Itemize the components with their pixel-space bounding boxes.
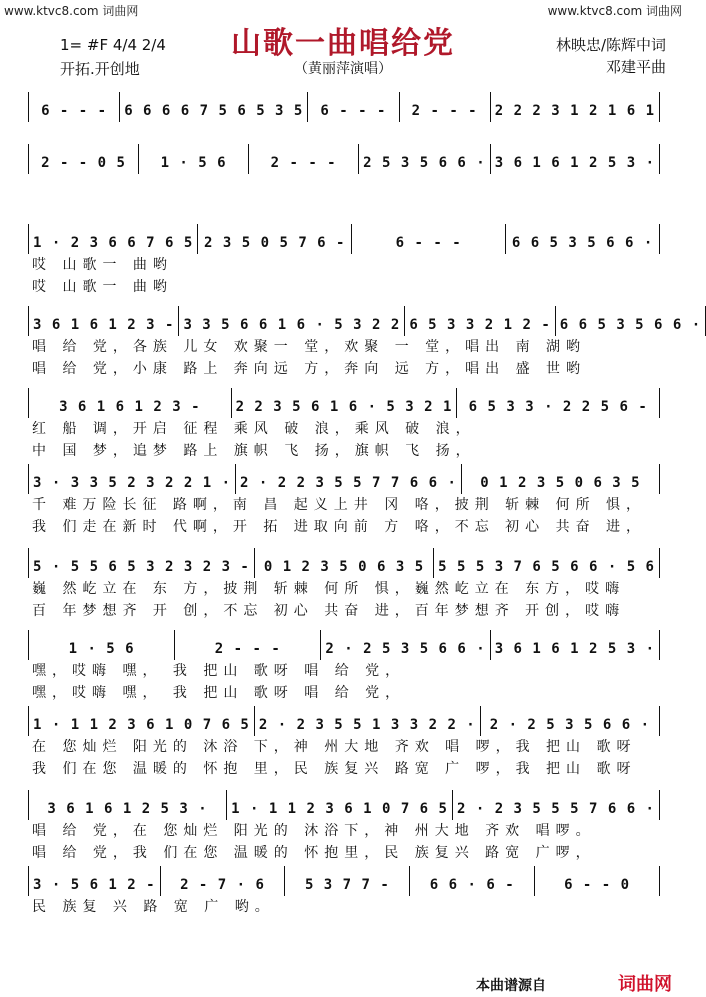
measure: 2 2 3 5 6 1 6 · 5 3 2 1 bbox=[232, 388, 458, 418]
measure: 6 - - 0 bbox=[535, 866, 660, 896]
measure: 5 · 5 5 6 5 3 2 3 2 3 - bbox=[29, 548, 255, 578]
lyric-line: 唱 给 党，我 们在您 温暖的 怀抱里，民 族复兴 路宽 广啰， bbox=[32, 845, 596, 861]
score-system bbox=[28, 706, 660, 790]
measure: 2 · 2 5 3 5 6 6 · bbox=[481, 706, 660, 736]
notes-row bbox=[28, 224, 660, 254]
score-system bbox=[28, 224, 660, 306]
lyricist: 林映忠/陈辉中词 bbox=[555, 36, 666, 54]
score-system bbox=[28, 92, 660, 144]
measure: 3 6 1 6 1 2 3 - bbox=[29, 388, 232, 418]
watermark-left: www.ktvc8.com 词曲网 bbox=[4, 4, 139, 18]
measure: 3 6 1 6 1 2 5 3 · bbox=[29, 790, 227, 820]
measure: 6 - - - bbox=[29, 92, 120, 122]
lyric-line: 唱 给 党，小康 路上 奔向远 方，奔向 远 方，唱出 盛 世哟 bbox=[32, 361, 587, 377]
score-system bbox=[28, 388, 660, 464]
measure: 2 3 5 0 5 7 6 - bbox=[198, 224, 352, 254]
notes-row bbox=[28, 92, 660, 122]
score-system bbox=[28, 548, 660, 630]
measure: 3 6 1 6 1 2 5 3 · bbox=[491, 630, 660, 660]
measure: 3 3 5 6 6 1 6 · 5 3 2 2 bbox=[179, 306, 405, 336]
measure: 1 · 5 6 bbox=[139, 144, 249, 174]
lyric-line bbox=[28, 918, 660, 940]
score-system bbox=[28, 306, 702, 388]
measure: 2 - 7 · 6 bbox=[161, 866, 286, 896]
lyric-line: 中 国 梦，追梦 路上 旗帜 飞 扬，旗帜 飞 扬， bbox=[32, 443, 476, 459]
notes-row bbox=[28, 144, 660, 174]
measure: 2 - - - bbox=[175, 630, 321, 660]
measure: 6 - - - bbox=[352, 224, 506, 254]
measure: 6 6 5 3 5 6 6 · bbox=[556, 306, 706, 336]
measure: 3 6 1 6 1 2 3 - bbox=[29, 306, 179, 336]
measure: 6 5 3 3 · 2 2 5 6 - bbox=[457, 388, 660, 418]
measure: 0 1 2 3 5 0 6 3 5 bbox=[255, 548, 434, 578]
footer-logo: 词曲网 bbox=[618, 974, 672, 995]
lyric-line: 我 们走在新时 代啊，开 拓 进取向前 方 咯，不忘 初心 共奋 进， bbox=[32, 519, 647, 535]
song-motto: 开拓.开创地 bbox=[60, 60, 140, 78]
measure: 2 - - - bbox=[400, 92, 491, 122]
measure: 2 5 3 5 6 6 · bbox=[359, 144, 491, 174]
notes-row bbox=[28, 306, 702, 336]
notes-row bbox=[28, 790, 660, 820]
measure: 2 · 2 3 5 5 1 3 3 2 2 · bbox=[255, 706, 481, 736]
watermark-right: www.ktvc8.com 词曲网 bbox=[547, 4, 682, 18]
lyric-line: 唱 给 党，各族 儿女 欢聚一 堂，欢聚 一 堂，唱出 南 湖哟 bbox=[32, 339, 587, 355]
measure: 6 6 6 6 7 5 6 5 3 5 bbox=[120, 92, 308, 122]
measure: 6 6 5 3 5 6 6 · bbox=[506, 224, 660, 254]
notes-row bbox=[28, 464, 660, 494]
score-system bbox=[28, 144, 660, 224]
key-signature: 1= #F 4/4 2/4 bbox=[60, 36, 166, 54]
lyric-line: 哎 山歌一 曲哟 bbox=[32, 279, 173, 295]
measure: 3 · 5 6 1 2 - bbox=[29, 866, 161, 896]
measure: 5 3 7 7 - bbox=[285, 866, 410, 896]
lyric-line: 我 们在您 温暖的 怀抱 里，民 族复兴 路宽 广 啰，我 把山 歌呀 bbox=[32, 761, 637, 777]
song-meta-right bbox=[556, 34, 666, 78]
measure: 2 - - 0 5 bbox=[29, 144, 139, 174]
measure: 1 · 2 3 6 6 7 6 5 bbox=[29, 224, 198, 254]
lyric-line: 在 您灿烂 阳光的 沐浴 下，神 州大地 齐欢 唱 啰，我 把山 歌呀 bbox=[32, 739, 637, 755]
measure: 0 1 2 3 5 0 6 3 5 bbox=[462, 464, 660, 494]
measure: 1 · 1 1 2 3 6 1 0 7 6 5 bbox=[227, 790, 453, 820]
lyric-line bbox=[28, 196, 660, 218]
song-title: 山歌一曲唱给党 bbox=[231, 26, 455, 61]
measure: 2 · 2 2 3 5 5 7 7 6 6 · bbox=[236, 464, 462, 494]
measure: 5 5 5 3 7 6 5 6 6 · 5 6 bbox=[434, 548, 660, 578]
singer: （黄丽萍演唱） bbox=[294, 61, 392, 77]
composer: 邓建平曲 bbox=[605, 58, 666, 76]
measure: 6 6 · 6 - bbox=[410, 866, 535, 896]
lyric-line: 嘿，哎嗨 嘿， 我 把山 歌呀 唱 给 党， bbox=[32, 685, 406, 701]
score-system bbox=[28, 464, 660, 548]
score-system bbox=[28, 630, 660, 706]
measure: 6 5 3 3 2 1 2 - bbox=[405, 306, 555, 336]
lyric-line: 民 族复 兴 路 宽 广 哟。 bbox=[32, 899, 275, 915]
notes-row bbox=[28, 630, 660, 660]
score-system bbox=[28, 866, 660, 914]
lyric-line bbox=[28, 174, 660, 196]
lyric-line bbox=[28, 122, 660, 144]
measure: 1 · 1 1 2 3 6 1 0 7 6 5 bbox=[29, 706, 255, 736]
notes-row bbox=[28, 706, 660, 736]
lyric-line: 百 年梦想齐 开 创，不忘 初心 共奋 进，百年梦想齐 开创，哎嗨 bbox=[32, 603, 626, 619]
lyric-line: 千 难万险长征 路啊，南 昌 起义上井 冈 咯，披荆 斩棘 何所 惧， bbox=[32, 497, 647, 513]
lyric-line: 嘿，哎嗨 嘿， 我 把山 歌呀 唱 给 党， bbox=[32, 663, 406, 679]
measure: 6 - - - bbox=[308, 92, 399, 122]
lyric-line: 巍 然屹立在 东 方，披荆 斩棘 何所 惧，巍然屹立在 东方，哎嗨 bbox=[32, 581, 626, 597]
measure: 2 2 2 3 1 2 1 6 1 bbox=[491, 92, 660, 122]
score-system bbox=[28, 790, 660, 866]
footer-source: 本曲谱源自 bbox=[476, 978, 546, 994]
notes-row bbox=[28, 866, 660, 896]
lyric-line: 红 船 调，开启 征程 乘风 破 浪，乘风 破 浪， bbox=[32, 421, 476, 437]
measure: 2 - - - bbox=[249, 144, 359, 174]
notes-row bbox=[28, 388, 660, 418]
notes-row bbox=[28, 548, 660, 578]
lyric-line: 唱 给 党，在 您灿烂 阳光的 沐浴下，神 州大地 齐欢 唱啰。 bbox=[32, 823, 596, 839]
measure: 3 6 1 6 1 2 5 3 · bbox=[491, 144, 660, 174]
measure: 2 · 2 3 5 5 5 7 6 6 · bbox=[453, 790, 660, 820]
score bbox=[28, 92, 702, 915]
measure: 1 · 5 6 bbox=[29, 630, 175, 660]
measure: 2 · 2 5 3 5 6 6 · bbox=[321, 630, 490, 660]
lyric-line: 哎 山歌一 曲哟 bbox=[32, 257, 173, 273]
measure: 3 · 3 3 5 2 3 2 2 1 · bbox=[29, 464, 236, 494]
